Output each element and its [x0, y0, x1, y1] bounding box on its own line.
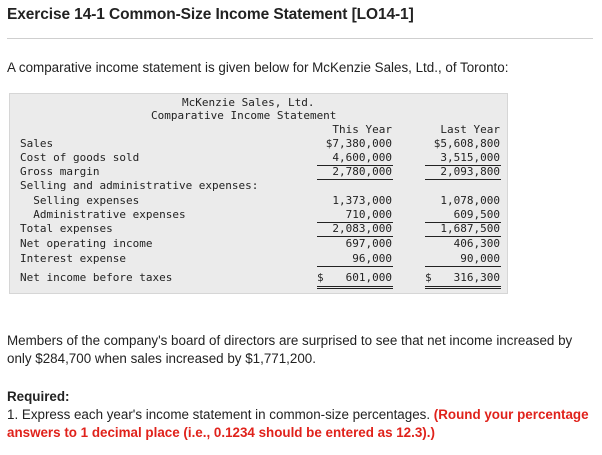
- row-label: Gross margin: [20, 165, 100, 178]
- row-label: Net operating income: [20, 237, 153, 250]
- row-value-this-year: 96,000: [352, 252, 392, 265]
- rounding-instruction: (Round your percentage answers to 1 decimal place (i.e., 0.1234 should be entered as 12.3).): [7, 407, 589, 440]
- requirement-text: 1. Express each year's income statement in common-size percentages.: [7, 407, 434, 422]
- row-value-this-year: 601,000: [345, 271, 392, 284]
- row-value-last-year: 406,300: [453, 237, 500, 250]
- underline: [425, 179, 501, 180]
- row-value-this-year: $7,380,000: [325, 137, 392, 150]
- row-value-this-year: 710,000: [345, 208, 392, 221]
- row-value-this-year: 4,600,000: [332, 151, 392, 164]
- row-value-last-year: 1,687,500: [440, 222, 500, 235]
- row-value-this-year: 2,083,000: [332, 222, 392, 235]
- intro-text: A comparative income statement is given below for McKenzie Sales, Ltd., of Toronto:: [7, 60, 509, 75]
- row-label: Cost of goods sold: [20, 151, 140, 164]
- double-underline: [425, 288, 501, 289]
- row-value-last-year: 1,078,000: [440, 194, 500, 207]
- title-divider: [7, 38, 593, 39]
- col-header-last-year: Last Year: [440, 123, 500, 136]
- required-heading: Required:: [7, 389, 70, 404]
- row-value-last-year: 2,093,800: [440, 165, 500, 178]
- row-label: Selling expenses: [20, 194, 140, 207]
- income-statement-panel: [9, 93, 508, 294]
- row-label: Interest expense: [20, 252, 126, 265]
- exercise-title: Exercise 14-1 Common-Size Income Statement [LO14-1]: [7, 6, 414, 23]
- row-value-last-year: 609,500: [453, 208, 500, 221]
- row-label: Net income before taxes: [20, 271, 173, 284]
- requirement-item: [7, 406, 599, 442]
- row-label: Total expenses: [20, 222, 113, 235]
- double-underline: [317, 288, 393, 289]
- row-value-last-year: 3,515,000: [440, 151, 500, 164]
- currency-symbol: $: [317, 271, 324, 284]
- double-underline: [317, 286, 393, 287]
- col-header-this-year: This Year: [332, 123, 392, 136]
- row-label: Administrative expenses: [20, 208, 186, 221]
- row-value-this-year: 2,780,000: [332, 165, 392, 178]
- company-name: McKenzie Sales, Ltd.: [182, 96, 315, 109]
- row-value-last-year: 316,300: [453, 271, 500, 284]
- statement-subtitle: Comparative Income Statement: [151, 109, 337, 122]
- row-value-last-year: $5,608,800: [433, 137, 500, 150]
- underline: [425, 266, 501, 267]
- double-underline: [425, 286, 501, 287]
- board-paragraph: Members of the company's board of directors are surprised to see that net income increased by only $284,700 when sales increased by $1,771,200.: [7, 333, 573, 366]
- row-value-this-year: 697,000: [345, 237, 392, 250]
- underline: [317, 266, 393, 267]
- row-value-this-year: 1,373,000: [332, 194, 392, 207]
- row-label: Sales: [20, 137, 54, 150]
- row-value-last-year: 90,000: [460, 252, 500, 265]
- currency-symbol: $: [425, 271, 432, 284]
- row-label: Selling and administrative expenses:: [20, 179, 259, 192]
- underline: [317, 179, 393, 180]
